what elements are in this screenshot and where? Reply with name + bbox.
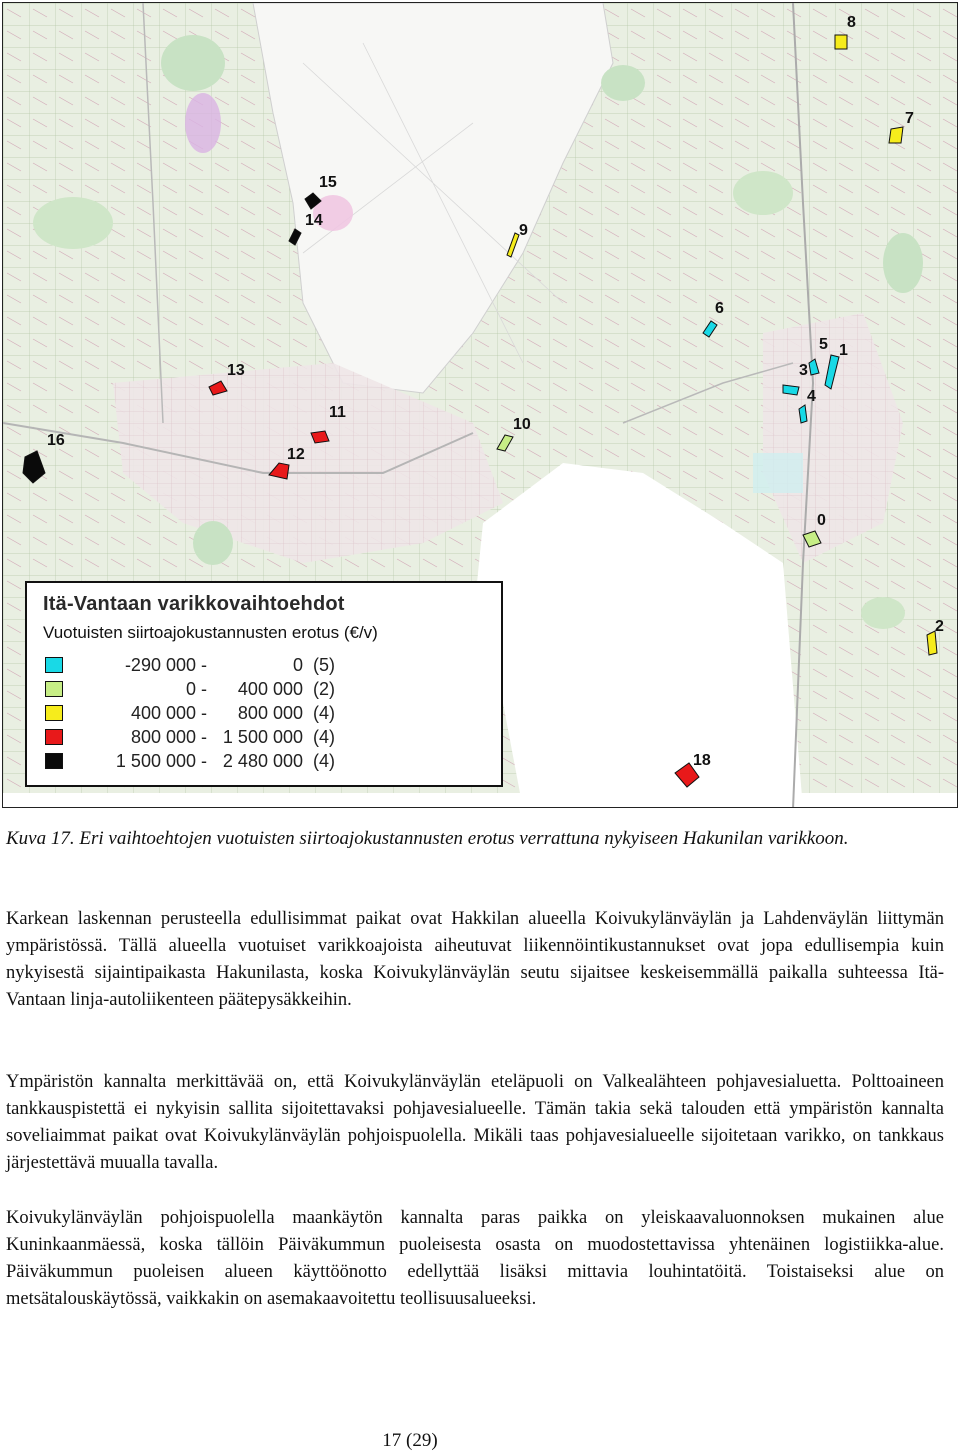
site-3-polygon-icon xyxy=(783,385,799,395)
legend-swatch-icon xyxy=(45,753,63,769)
site-18-label: 18 xyxy=(693,752,711,769)
site-11-label: 11 xyxy=(329,404,346,421)
site-7-polygon-icon xyxy=(889,127,903,143)
legend-range-from: 400 000 - xyxy=(130,703,207,723)
legend-range-to: 0 xyxy=(292,655,303,675)
legend-count: (4) xyxy=(313,751,335,771)
legend-row xyxy=(45,655,345,677)
legend-swatch-icon xyxy=(45,729,63,745)
body-paragraph: Ympäristön kannalta merkittävää on, että Koivukylänväylän eteläpuoli on Valkealähteen pohjavesialuetta. Polttoaineen tankkauspistettä ei nykyisin sallita sijoitettavaksi pohjavesialueelle. Tämän takia sekä talouden että ympäristön kannalta soveliaimmat paikat ovat Koivukylänväylän pohjoispuolella. Mikäli taas pohjavesialueelle sijoitetaan varikko, on tankkaus järjestettävä muualla tavalla. xyxy=(6,1072,944,1173)
body-paragraph: Koivukylänväylän pohjoispuolella maankäytön kannalta paras paikka on yleiskaavaluonnoksen mukainen alue Kuninkaanmäessä, koska tällöin Päiväkummun puoleisesta osasta on muodostettavissa yhtenäinen logistiikka-alue. Päiväkummun puoleisen alueen käyttöönotto edellyttää lisäksi mittavia louhintatöitä. Toistaiseksi alue on metsätalouskäytössä, vaikkakin on asemakaavoitettu teollisuusalueeksi. xyxy=(6,1208,944,1309)
site-9-label: 9 xyxy=(519,222,528,239)
site-4-polygon-icon xyxy=(799,405,807,423)
depot-location-map xyxy=(2,2,958,808)
legend-count: (5) xyxy=(313,655,335,675)
site-12-label: 12 xyxy=(287,446,305,463)
site-6-label: 6 xyxy=(715,300,724,317)
legend-subtitle: Vuotuisten siirtoajokustannusten erotus (€/v) xyxy=(43,623,378,642)
site-4-label: 4 xyxy=(807,388,816,405)
legend-title: Itä-Vantaan varikkovaihtoehdot xyxy=(43,593,345,615)
legend-count: (4) xyxy=(313,727,335,747)
legend-range-to: 800 000 xyxy=(237,703,303,723)
legend-count: (2) xyxy=(313,679,335,699)
legend-row xyxy=(45,727,345,749)
legend-swatch-icon xyxy=(45,705,63,721)
site-2-label: 2 xyxy=(935,618,944,635)
site-0-label: 0 xyxy=(817,512,826,529)
site-3-label: 3 xyxy=(799,362,808,379)
site-8-label: 8 xyxy=(847,14,856,31)
page-number: 17 (29) xyxy=(382,1430,438,1451)
legend-range-to: 400 000 xyxy=(237,679,303,699)
site-14-label: 14 xyxy=(305,212,323,229)
site-15-label: 15 xyxy=(319,174,337,191)
legend-range-to: 1 500 000 xyxy=(222,727,303,747)
legend-row xyxy=(45,679,345,701)
legend-row xyxy=(45,751,345,773)
figure-caption: Kuva 17. Eri vaihtoehtojen vuotuisten siirtoajokustannusten erotus verrattuna nykyiseen Hakunilan varikkoon. xyxy=(6,828,849,849)
legend-row xyxy=(45,703,345,725)
legend-range-from: 1 500 000 - xyxy=(115,751,207,771)
legend-range-to: 2 480 000 xyxy=(222,751,303,771)
legend-range-from: -290 000 - xyxy=(124,655,207,675)
site-1-label: 1 xyxy=(839,342,848,359)
legend-range-from: 800 000 - xyxy=(130,727,207,747)
site-16-label: 16 xyxy=(47,432,65,449)
site-7-label: 7 xyxy=(905,110,914,127)
legend-count: (4) xyxy=(313,703,335,723)
site-10-label: 10 xyxy=(513,416,531,433)
legend-swatch-icon xyxy=(45,657,63,673)
body-paragraph: Karkean laskennan perusteella edullisimmat paikat ovat Hakkilan alueella Koivukylänväylän ja Lahdenväylän liittymän ympäristössä. Tällä alueella vuotuiset varikkoajoista aiheutuvat liikennöintikustannukset ovat jopa edullisempia kuin nykyisestä sijaintipaikasta Hakunilasta, koska Koivukylänväylän seutu sijaitsee keskeisemmällä paikalla suhteessa Itä-Vantaan linja-autoliikenteen päätepysäkkeihin. xyxy=(6,909,944,1010)
site-8-polygon-icon xyxy=(835,35,847,49)
legend-swatch-icon xyxy=(45,681,63,697)
map-legend xyxy=(25,581,503,787)
site-13-label: 13 xyxy=(227,362,245,379)
site-5-label: 5 xyxy=(819,336,828,353)
legend-range-from: 0 - xyxy=(185,679,207,699)
